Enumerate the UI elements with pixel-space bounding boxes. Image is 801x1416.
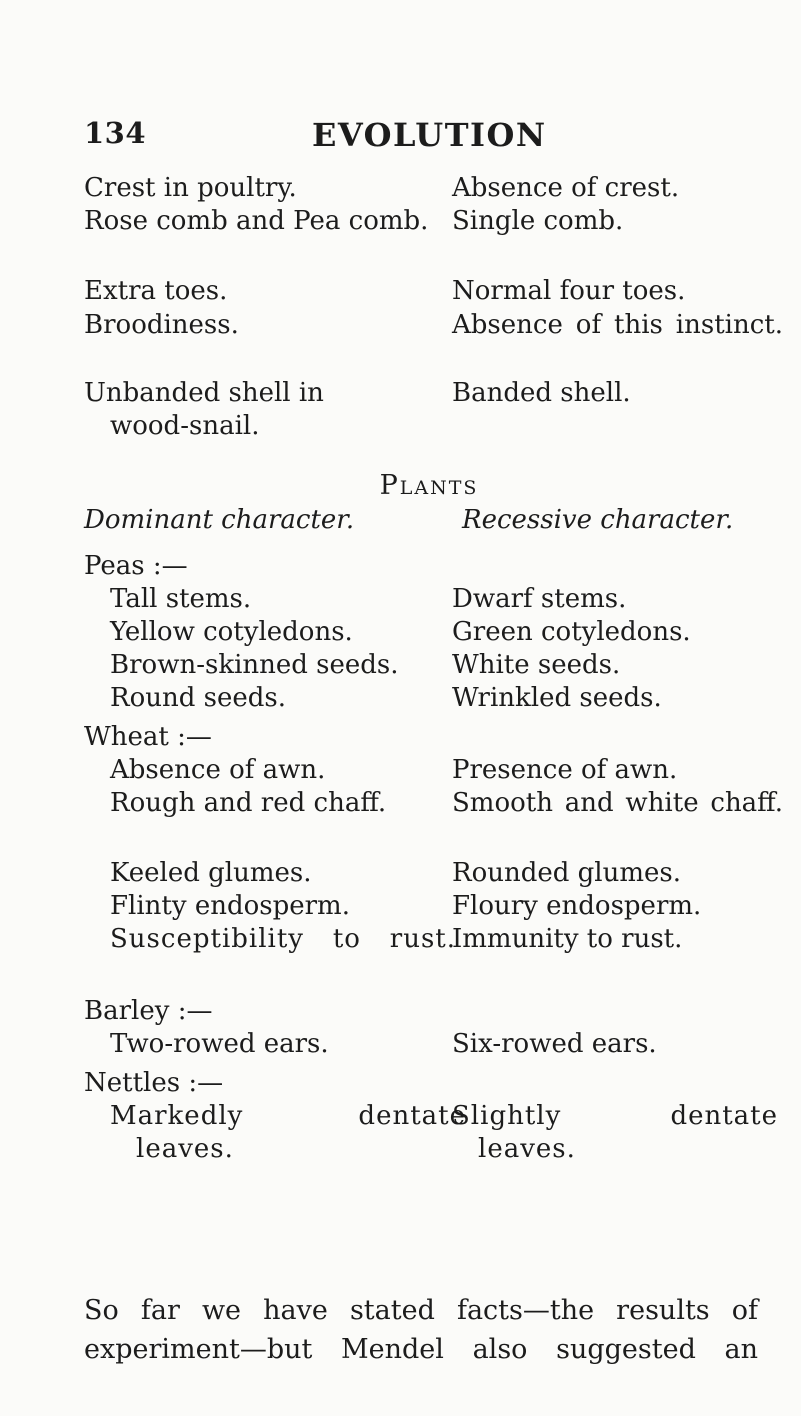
animal-dominant-3: Extra toes. — [84, 276, 228, 306]
running-title: EVOLUTION — [312, 116, 547, 154]
page-number: 134 — [84, 116, 147, 150]
nettles-dominant-1: Markedly dentate leaves. — [110, 1101, 466, 1164]
animal-recessive-4: Absence of this instinct. — [452, 310, 783, 340]
peas-recessive-2: Green cotyledons. — [452, 617, 691, 647]
wheat-recessive-3: Rounded glumes. — [452, 858, 682, 888]
wheat-dominant-4: Flinty endosperm. — [110, 891, 350, 921]
peas-recessive-3: White seeds. — [452, 650, 621, 680]
wheat-recessive-2: Smooth and white chaff. — [452, 788, 783, 818]
peas-label: Peas :— — [84, 551, 188, 581]
wheat-recessive-5: Immunity to rust. — [452, 924, 683, 954]
plants-section-title — [84, 470, 774, 501]
barley-dominant-1: Two-rowed ears. — [110, 1029, 329, 1059]
animal-dominant-1: Crest in poultry. — [84, 173, 297, 203]
recessive-column-heading: Recessive character. — [462, 505, 734, 535]
barley-label: Barley :— — [84, 996, 213, 1026]
wheat-dominant-2: Rough and red chaff. — [110, 788, 387, 818]
nettles-label: Nettles :— — [84, 1068, 224, 1098]
nettles-recessive-1: Slightly dentate leaves. — [452, 1101, 778, 1164]
barley-recessive-1: Six-rowed ears. — [452, 1029, 657, 1059]
peas-dominant-3: Brown-skinned seeds. — [110, 650, 399, 680]
peas-dominant-1: Tall stems. — [110, 584, 252, 614]
animal-recessive-3: Normal four toes. — [452, 276, 686, 306]
animal-recessive-5: Banded shell. — [452, 378, 631, 408]
animal-recessive-1: Absence of crest. — [452, 173, 680, 203]
page-header — [84, 116, 761, 156]
peas-recessive-4: Wrinkled seeds. — [452, 683, 662, 713]
peas-recessive-1: Dwarf stems. — [452, 584, 627, 614]
peas-dominant-2: Yellow cotyledons. — [110, 617, 353, 647]
wheat-label: Wheat :— — [84, 722, 212, 752]
animal-recessive-2: Single comb. — [452, 206, 624, 236]
peas-dominant-4: Round seeds. — [110, 683, 286, 713]
plants-title-text: Plants — [379, 470, 479, 501]
wheat-dominant-3: Keeled glumes. — [110, 858, 312, 888]
dominant-column-heading: Dominant character. — [84, 505, 355, 535]
closing-line-1: So far we have stated facts—the results of — [84, 1295, 758, 1326]
animal-dominant-5: Unbanded shell in wood-snail. — [84, 378, 324, 441]
wheat-recessive-1: Presence of awn. — [452, 755, 678, 785]
wheat-dominant-1: Absence of awn. — [110, 755, 326, 785]
closing-line-2: experiment—but Mendel also suggested an — [84, 1334, 758, 1365]
animal-dominant-2: Rose comb and Pea comb. — [84, 206, 429, 236]
wheat-recessive-4: Floury endosperm. — [452, 891, 702, 921]
animal-dominant-4: Broodiness. — [84, 310, 239, 340]
wheat-dominant-5: Susceptibility to rust. — [110, 924, 456, 954]
closing-paragraph — [84, 1291, 758, 1369]
